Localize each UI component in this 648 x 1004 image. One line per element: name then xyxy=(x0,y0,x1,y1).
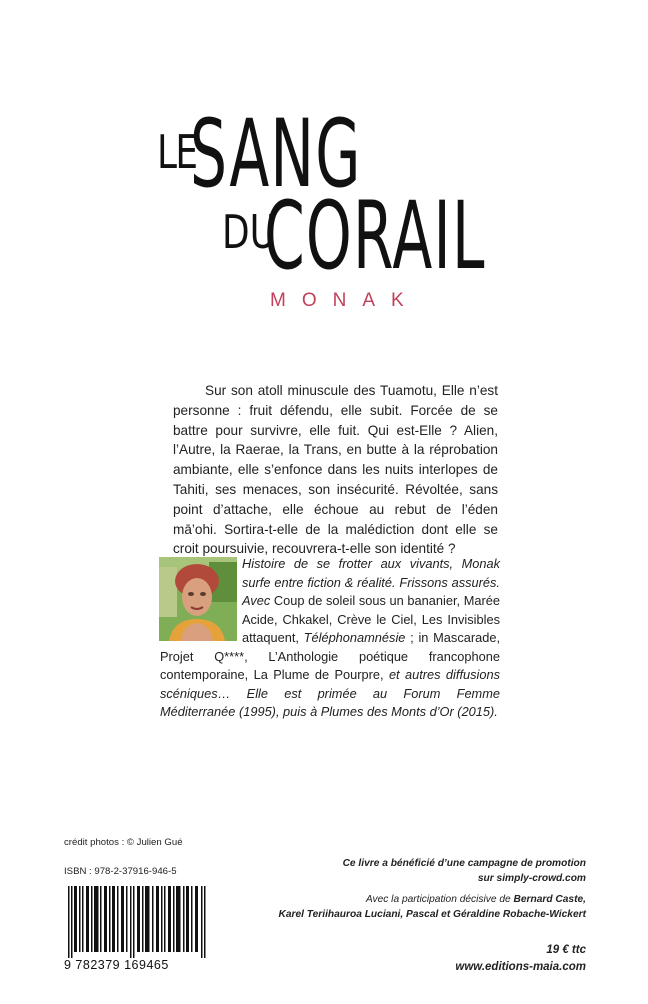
author-bio xyxy=(160,555,500,722)
bio-anthologies: ; in Mascarade, Projet Q****, L’Anthologie poétique francophone contemporaine, La Plume de Pourpre, xyxy=(160,630,500,682)
barcode-digits: 9 782379 169465 xyxy=(64,958,169,972)
isbn: ISBN : 978-2-37916-946-5 xyxy=(64,866,177,877)
bio-italic-awards: et autres diffusions scéniques… Elle est primée au Forum Femme Méditerranée (1995), puis à Plumes des Monts d’Or (2015). xyxy=(160,667,500,719)
participation-note xyxy=(278,892,586,922)
promo-line-2: sur simply-crowd.com xyxy=(477,873,586,884)
bio-works: Coup de soleil sous un bananier, Marée Acide, Chkakel, Crève le Ciel, Les Invisibles attaquent, xyxy=(242,593,500,645)
promo-line-1: Ce livre a bénéficié d’une campagne de promotion xyxy=(342,858,586,869)
title-du: DU xyxy=(222,205,276,259)
title-sang: SANG xyxy=(190,100,362,209)
summary-block xyxy=(173,381,498,559)
bio-italic-title: Téléphonamnésie xyxy=(303,630,406,645)
participation-prefix: Avec la participation décisive de xyxy=(365,894,514,905)
title-le: LE xyxy=(157,125,197,179)
publisher-website: www.editions-maia.com xyxy=(455,961,586,973)
author-name: MONAK xyxy=(270,290,420,311)
title-corail: CORAIL xyxy=(264,182,486,291)
barcode xyxy=(64,886,210,958)
participation-names: Karel Teriihauroa Luciani, Pascal et Géraldine Robache-Wickert xyxy=(278,909,586,920)
photo-credit: crédit photos : © Julien Gué xyxy=(64,837,183,848)
promo-note xyxy=(343,856,586,886)
price: 19 € ttc xyxy=(546,944,586,956)
summary-text: Sur son atoll minuscule des Tuamotu, Elle n’est personne : fruit défendu, elle subit. Forcée de se battre pour survivre, elle fuit. Qui est-Elle ? Alien, l’Autre, la Raerae, la Trans, en butte à la réprobation ambiante, elle s’enfonce dans les nuits interlopes de Tahiti, ses menaces, son insécurité. Révoltée, sans point d’attache, elle échoue au rebut de l’éden mā’ohi. Sortira-t-elle de la malédiction dont elle se croit poursuivie, recouvrera-t-elle son identité ? xyxy=(173,383,498,557)
participation-name-1: Bernard Caste, xyxy=(513,894,586,905)
bio-italic-intro: Histoire de se frotter aux vivants, Monak surfe entre fiction & réalité. Frissons assurés. Avec xyxy=(242,556,500,608)
